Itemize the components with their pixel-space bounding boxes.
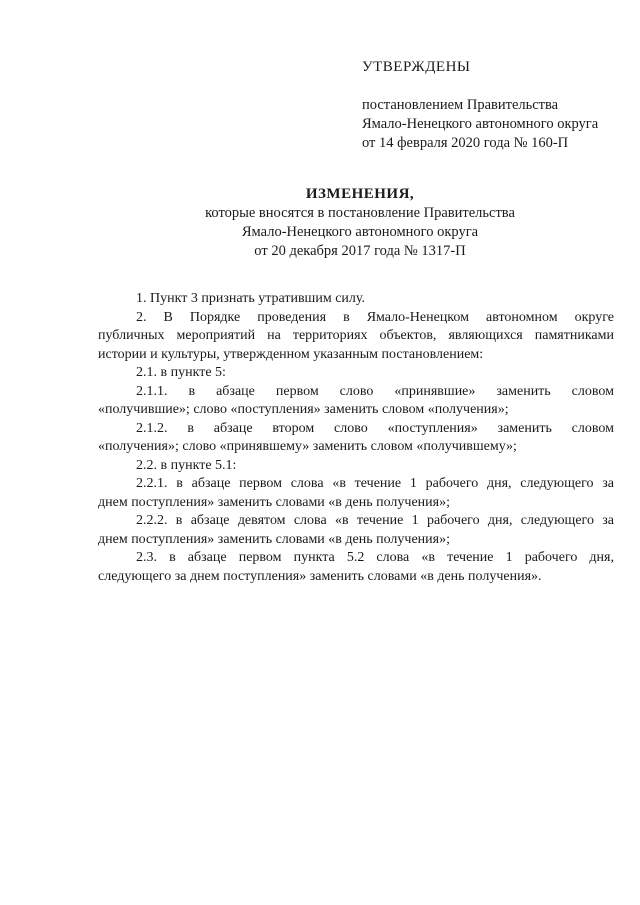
paragraph-line: 2.3. в абзаце первом пункта 5.2 слова «в течение 1 рабочего дня, [136, 550, 614, 565]
heading-line: Ямало-Ненецкого автономного округа [241, 224, 479, 240]
heading-line: от 20 декабря 2017 года № 1317-П [254, 243, 466, 259]
approval-line: Ямало-Ненецкого автономного округа [362, 116, 599, 132]
approval-block [362, 58, 622, 153]
paragraph-2-1-2 [98, 420, 614, 457]
paragraph-line: следующего за днем поступления» заменить словами «в день получения». [98, 568, 542, 584]
approval-line: постановлением Правительства [362, 97, 559, 113]
paragraph-1: 1. Пункт 3 признать утратившим силу. [136, 291, 365, 306]
paragraph-line: 2. В Порядке проведения в Ямало-Ненецком автономном округе [136, 309, 614, 325]
paragraph-line: истории и культуры, утвержденном указанным постановлением: [98, 346, 484, 362]
paragraph-2-3 [98, 549, 614, 586]
paragraph-line: «получения»; слово «принявшему» заменить словом «получившему»; [98, 439, 517, 454]
approval-line: от 14 февраля 2020 года № 160-П [362, 135, 569, 151]
paragraph-line: 2.2.1. в абзаце первом слова «в течение 1 рабочего дня, следующего за [136, 476, 614, 491]
paragraph-line: «получившие»; слово «поступления» заменить словом «получения»; [98, 402, 509, 417]
paragraph-2 [98, 309, 614, 365]
document-heading [150, 185, 570, 261]
approval-heading: УТВЕРЖДЕНЫ [362, 59, 471, 75]
document-body [98, 290, 614, 586]
document-title: ИЗМЕНЕНИЯ, [305, 186, 415, 202]
heading-line: которые вносятся в постановление Правительства [205, 205, 515, 221]
paragraph-line: публичных мероприятий на территориях объектов, являющихся памятниками [98, 328, 614, 343]
paragraph-line: 2.1.2. в абзаце втором слово «поступления» заменить словом [136, 420, 614, 436]
paragraph-2-1: 2.1. в пункте 5: [136, 365, 226, 380]
paragraph-line: днем поступления» заменить словами «в день получения»; [98, 494, 450, 510]
paragraph-line: 2.2.2. в абзаце девятом слова «в течение 1 рабочего дня, следующего за [136, 513, 614, 528]
paragraph-2-2-1 [98, 475, 614, 512]
paragraph-2-2-2 [98, 512, 614, 549]
paragraph-2-1-1 [98, 383, 614, 420]
paragraph-line: 2.1.1. в абзаце первом слово «принявшие» заменить словом [136, 383, 614, 399]
paragraph-line: днем поступления» заменить словами «в день получения»; [98, 531, 450, 547]
paragraph-2-2: 2.2. в пункте 5.1: [136, 457, 237, 473]
